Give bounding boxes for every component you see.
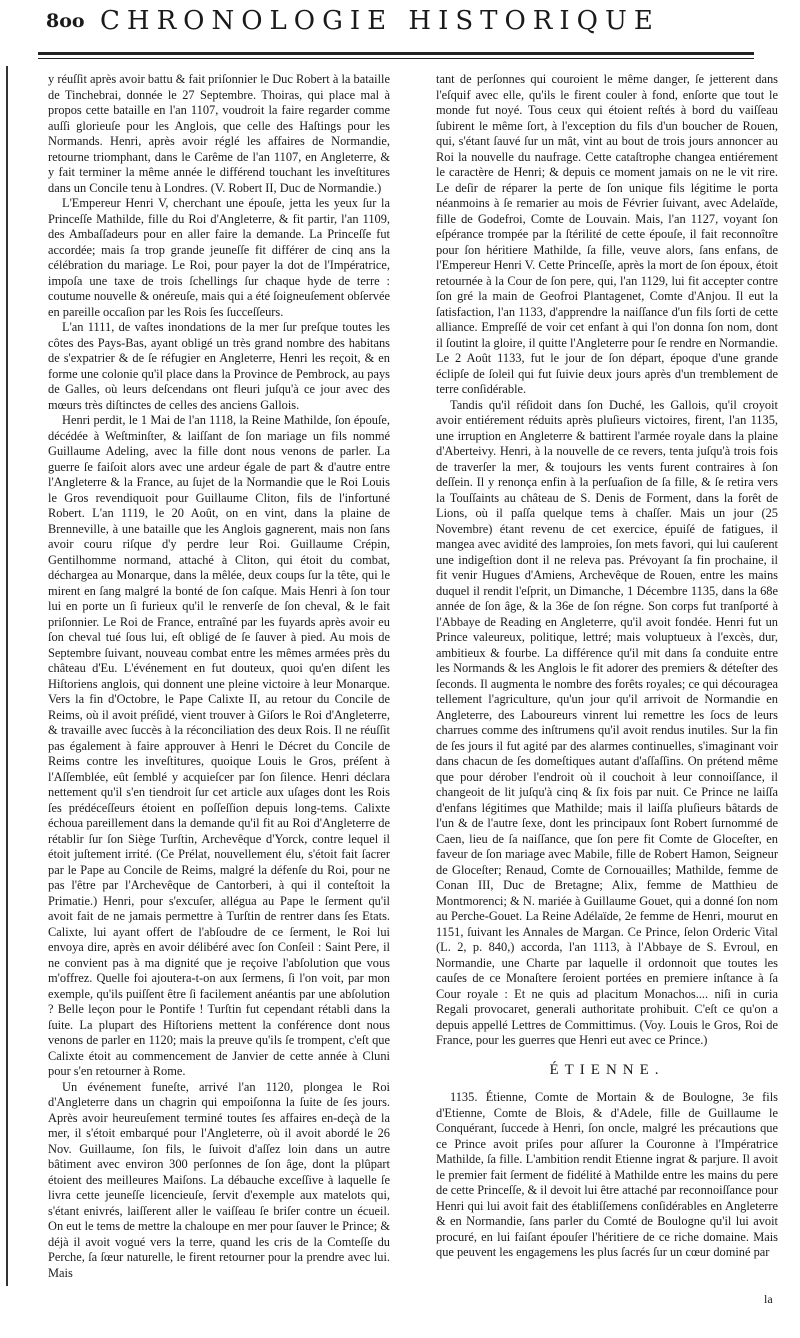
running-title: CHRONOLOGIE HISTORIQUE [100, 6, 660, 36]
paragraph: Tandis qu'il réſidoit dans ſon Duché, les Gallois, qu'il croyoit avoir entiérement réduits après pluſieurs victoires, firent, l'an 1135, une irruption en Angleterre & battirent l'armée royale dans la plaine d'Aberteivy. Henri, à la nouvelle de ce revers, tenta juſqu'à trois fois de traverſer la mer, & toujours les vents furent contraires à ſon deſſein. Il y renonça enfin à la perſuaſion de ſa fille, & ſe retira vers la Touſſaints au château de S. Denis de Forment, dans la forêt de Lions, où il paſſa quelque tems à chaſſer. Mais un jour (25 Novembre) étant revenu de cet exercice, épuiſé de fatigues, il mangea avec avidité des lamproies, ſon mets favori, qui lui cauſerent une indigeſtion dont il ne releva pas. Prévoyant ſa fin prochaine, il fit venir Hugues d'Amiens, Archevêque de Rouen, entre les mains duquel il rendit l'eſprit, un Dimanche, 1 Décembre 1135, dans la 68e année de ſon âge, & la 36e de ſon régne. Son corps fut tranſporté à l'Abbaye de Reading en Angleterre, qu'il avoit fondée. Henri fut un Prince valeureux, politique, lettré; mais voluptueux à l'excès, dur, ambitieux & fourbe. La différence qu'il mit dans ſa conduite entre les Normands & les Anglois le fit adorer des premiers & déteſter des ſeconds. Il augmenta le nombre des forêts royales; ce qui découragea tellement l'agriculture, qu'un jour qu'il arrivoit de Normandie en Angleterre, des Laboureurs vinrent lui remettre les ſocs de leurs charrues comme des inſtrumens qu'il avoit rendus inutiles. Sur la fin de ſes jours il fut agité par des alarmes continuelles, s'imaginant voir dans chacun de ſes domeſtiques autant d'aſſaſſins. On prétend même que pour dérober l'endroit où il couchoit à leur connoiſſance, il changeoit de lit juſqu'à cinq & ſix fois par nuit. Ce Prince ne laiſſa d'enfans légitimes que Mathilde; mais il laiſſa pluſieurs bâtards de l'un & de l'autre ſexe, dont les principaux ſont Robert ſurnommé de Caen, lieu de ſa naiſſance, que ſon pere fit Comte de Gloceſter, en faveur de ſon mariage avec Mabile, fille de Robert Hamon, Seigneur de Gloceſter; Renaud, Comte de Cornouailles; Mathilde, femme de Conan III, Duc de Bretagne; Alix, femme de Matthieu de Montmorenci; & N. mariée à Guillaume Gouet, qui a donné ſon nom au Perche-Gouet. La Reine Adélaïde, 2e femme de Henri, mourut en 1151, ſuivant les Annales de Margan. Ce Prince, ſelon Orderic Vital (L. 2, p. 840,) accorda, l'an 1113, à l'Abbaye de S. Evroul, en Normandie, une Charte par laquelle il ordonnoit que toutes les cauſes de ce Monaſtere ſeroient portées en premiere inſtance à ſa Cour royale : Et ne quis ad placitum Monachos.... niſi in curia Regali provocaret, generali authoritate prohibuit. C'eſt ce qu'on a depuis appellé Lettres de Committimus. (Voy. Louis le Gros, Roi de France, pour les guerres que Henri eut avec ce Prince.) [436, 397, 778, 1047]
section-heading: ÉTIENNE. [549, 1061, 665, 1078]
paragraph: L'an 1111, de vaſtes inondations de la mer ſur preſque toutes les côtes des Pays-Bas, ayant obligé un très grand nombre des habitans de s'expatrier & de ſe réfugier en Angleterre, Henri les reçoit, & en forme une colonie qu'il place dans la Province de Pembrock, au pays de Galles, où leurs deſcendans ont fleuri juſqu'à ce jour avec des mœurs très diſtinctes de celles des anciens Gallois. [48, 320, 390, 412]
right-column [436, 72, 778, 1261]
paragraph: L'Empereur Henri V, cherchant une épouſe, jetta les yeux ſur la Princeſſe Mathilde, fille du Roi d'Angleterre, & fit partir, l'an 1109, des Ambaſſadeurs pour en aller faire la demande. La Princeſſe fut accordée; mais ſa trop grande jeuneſſe fit différer de cinq ans la célébration du mariage. Le Roi, pour payer la dot de l'Impératrice, impoſa une taxe de trois ſchellings ſur chaque hyde de terre : coutume nouvelle & onéreuſe, mais qui a été ſoigneuſement obſervée en pareille occaſion par les Rois ſes ſucceſſeurs. [48, 196, 390, 319]
left-column [48, 72, 390, 1281]
paragraph: Un événement funeſte, arrivé l'an 1120, plongea le Roi d'Angleterre dans un chagrin qui empoiſonna la ſuite de ſes jours. Après avoir heureuſement terminé toutes ſes affaires en-deçà de la mer, il s'étoit embarqué pour l'Angleterre, où il avoit abordé le 26 Nov. Guillaume, ſon fils, le ſuivoit d'aſſez loin dans un autre bâtiment avec environ 300 perſonnes de ſon âge, dont la plûpart étoient des meilleures Maiſons. La débauche exceſſive à laquelle ſe livra cette jeuneſſe licencieuſe, ſervit d'exemple aux matelots qui, s'étant enivrés, laiſſerent aller le vaiſſeau ſe briſer contre un écueil. On eut le tems de mettre la chaloupe en mer pour ſauver le Prince; & déjà il avoit vogué vers la terre, quand les cris de la Comteſſe du Perche, ſa ſœur naturelle, le firent retourner pour la prendre avec lui. Mais [48, 1079, 390, 1280]
margin-line [6, 66, 8, 1286]
catchword: la [764, 1292, 773, 1306]
page-body [44, 66, 778, 1286]
paragraph: 1135. Étienne, Comte de Mortain & de Boulogne, 3e fils d'Etienne, Comte de Blois, & d'Adele, fille de Guillaume le Conquérant, ſuccede à Henri, ſon oncle, malgré les précautions que ce Prince avoit priſes pour aſſurer la Couronne à l'Impératrice Mathilde, ſa fille. L'ambition rendit Etienne ingrat & parjure. Il avoit le premier fait ſerment de fidélité à Mathilde entre les mains du pere de cette Princeſſe, & il devoit lui être attaché par reconnoiſſance pour Henri qui lui avoit fait des établiſſemens conſidérables en Angleterre & en Normandie, ſans parler du Comté de Boulogne qu'il lui avoit procuré, en lui faiſant épouſer l'héritiere de ce riche domaine. Mais que peuvent les engagemens les plus ſacrés ſur un cœur dominé par [436, 1090, 778, 1259]
paragraph: y réuſſit après avoir battu & fait priſonnier le Duc Robert à la bataille de Tinchebrai, donnée le 27 Septembre. Thoiras, qui place mal à propos cette bataille en l'an 1107, voudroit la faire regarder comme auſſi glorieuſe pour les Anglois, que celle des Haſtings pour les Normands. Henri, après avoir réglé les affaires de Normandie, retourne triomphant, dans le Carême de l'an 1107, en Angleterre, & y fait terminer la même année le différend touchant les inveſtitures dans un Concile tenu à Londres. (V. Robert II, Duc de Normandie.) [48, 72, 390, 195]
paragraph: Henri perdit, le 1 Mai de l'an 1118, la Reine Mathilde, ſon épouſe, décédée à Weſtminſter, & laiſſant de ſon mariage un fils nommé Guillaume Adeling, avec la fille dont nous venons de parler. La guerre ſe faiſoit alors avec une ardeur égale de part & d'autre entre l'Angleterre & la France, au ſujet de la Normandie que le Roi Louis le Gros revendiquoit pour Guillaume Cliton, fils de l'infortuné Robert. L'an 1119, le 20 Août, on en vint, dans la plaine de Brenneville, à une bataille que les Anglois gagnerent, mais non ſans avoir couru riſque d'y perdre leur Roi. Guillaume Crépin, Gentilhomme normand, attaché à Cliton, qui étoit du combat, déchargea au Monarque, dans la mêlée, deux coups ſur la tête, qui le mirent en ſang malgré la bonté de ſon caſque. Mais Henri à ſon tour lui en porte un ſi furieux qu'il le renverſe de ſon cheval, & le fait priſonnier. Le Roi de France, entraîné par les fuyards après avoir eu ſon cheval tué ſous lui, eſt obligé de ſe ſauver à pied. Au mois de Septembre ſuivant, nouveau combat entre les mêmes armées près du château d'Eu. L'événement en fut douteux, quoi qu'en diſent les Hiſtoriens anglois, qui donnent une pleine victoire à leur Monarque. Vers la fin d'Octobre, le Pape Calixte II, au retour du Concile de Reims, où il avoit préſidé, vient trouver à Giſors le Roi d'Angleterre, & travaille avec ſuccès à la réconciliation des deux Rois. Il ne réuſſit pas également à faire approuver à Henri le Décret du Concile de Reims contre les inveſtitures, quoique Louis le Gros, préſent à l'Aſſemblée, eût ſemblé y acquieſcer par ſon ſilence. Henri déclara nettement qu'il s'en tiendroit ſur cet article aux uſages dont les Rois ſes prédéceſſeurs étoient en poſſeſſion depuis long-tems. Calixte échoua pareillement dans la demande qu'il fit au Roi d'Angleterre de rétablir ſur ſon Siège Turſtin, Archevêque d'Yorck, contre lequel il étoit juſtement irrité. (Ce Prélat, nouvellement élu, s'étoit fait ſacrer par le Pape au Concile de Reims, malgré la défenſe du Roi, pour ne pas l'être par l'Archevêque de Cantorberi, à qui il conteſtoit la Primatie.) Henri, pour s'excuſer, allégua au Pape le ſerment qu'il avoit fait de ne jamais permettre à Turſtin de rentrer dans ſes Etats. Calixte, lui ayant offert de l'abſoudre de ce ſerment, le Roi lui envoya dire, après en avoir délibéré avec ſon Conſeil : Saint Pere, il ne convient pas à ma dignité que je reçoive l'abſolution que vous m'offrez. Quelle foi ajoutera-t-on aux ſermens, ſi l'on voit, par mon exemple, qu'ils puiſſent être ſi facilement anéantis par une abſolution ? Belle leçon pour le Pontife ! Turſtin fut cependant rétabli dans la ſuite. La plupart des Hiſtoriens mettent la conférence dont nous venons de parler en 1120; mais la preuve qu'ils ſe trompent, c'eſt que Calixte étoit au commencement de Janvier de cette année à Cluni pour s'en retourner à Rome. [48, 413, 390, 1078]
page-number: 8oo [46, 10, 85, 32]
header-rule [38, 52, 754, 55]
header-rule-thin [38, 58, 754, 59]
paragraph: tant de perſonnes qui couroient le même danger, ſe jetterent dans l'eſquif avec elle, qu'ils le firent couler à fond, enſorte que tout le monde fut noyé. Tous ceux qui étoient reſtés à bord du vaiſſeau ſubirent le même ſort, à l'exception du fils d'un boucher de Rouen, qui, s'étant ſauvé ſur un mât, vint au bout de trois jours annoncer au Roi la nouvelle du naufrage. Cette cataſtrophe changea entiérement le caractère de Henri; & depuis ce moment jamais on ne le vit rire. Le deſir de réparer la perte de ſon unique fils légitime le porta néanmoins à ſe remarier au mois de Février ſuivant, avec Adelaïde, fille de Godefroi, Comte de Louvain. Mais, l'an 1127, voyant ſon eſpérance trompée par la ſtérilité de cette épouſe, il fait reconnoître pour ſon héritiere Mathilde, ſa fille, veuve alors, ſans enfans, de l'Empereur Henri V. Cette Princeſſe, après la mort de ſon époux, étoit retournée à la Cour de ſon pere, qui, l'an 1129, lui fit accepter contre ſon gré la main de Geofroi Plantagenet, Comte d'Anjou. Il eut la ſatisfaction, l'an 1133, d'apprendre la naiſſance d'un fils ſorti de cette alliance. Empreſſé de voir cet enfant à qui l'on donna ſon nom, dont il ſoutint la gloire, il quitte l'Angleterre pour ſe rendre en Normandie. Le 2 Août 1133, fut le jour de ſon départ, époque d'une grande éclipſe de ſoleil qui fut ſuivie deux jours après d'un tremblement de terre conſidérable. [436, 72, 778, 396]
